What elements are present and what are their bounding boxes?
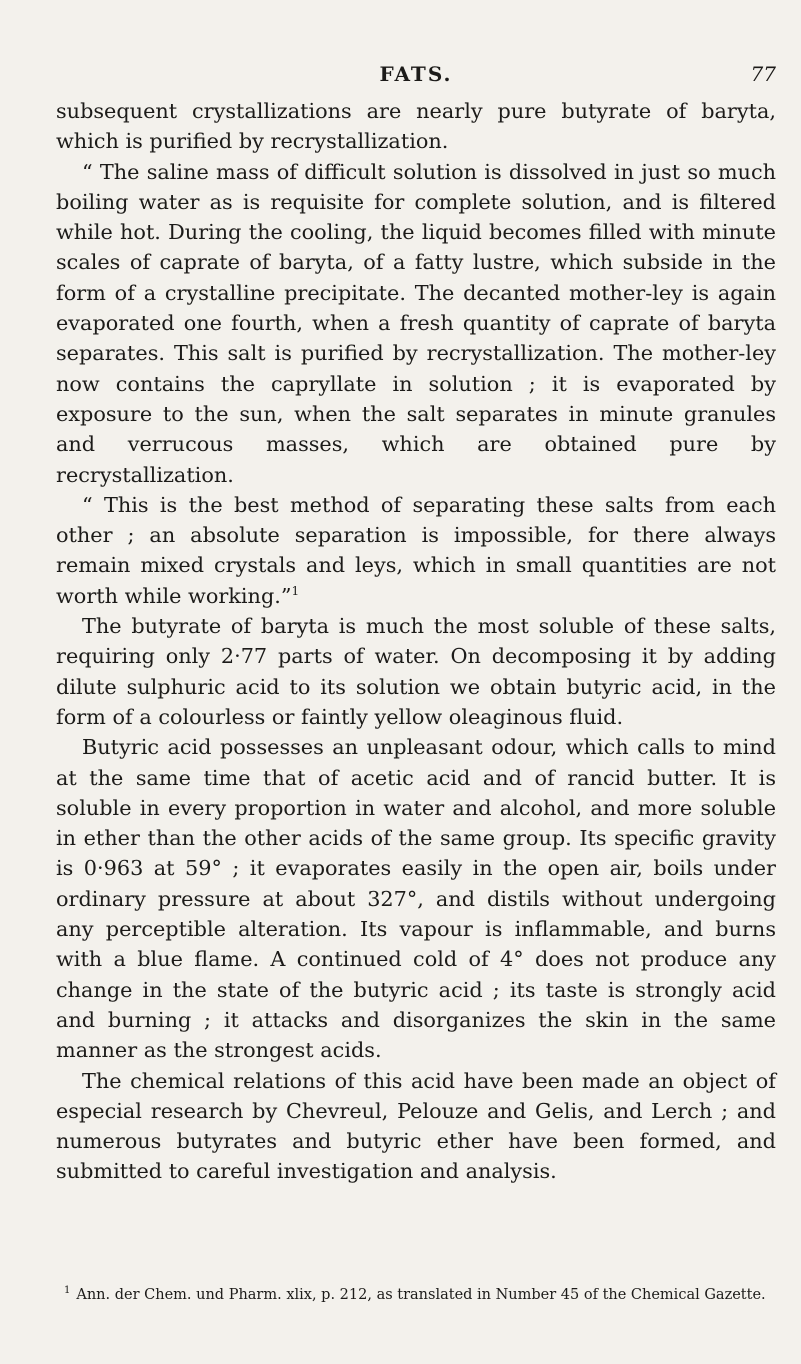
page-number: 77 <box>750 62 776 86</box>
footnote-marker: 1 <box>64 1285 71 1297</box>
book-page <box>56 0 776 1364</box>
running-head <box>56 62 776 88</box>
paragraph-5: Butyric acid possesses an unpleasant odour, which calls to mind at the same time that of acetic acid and of rancid butter. It is soluble in every proportion in water and alcohol, and more soluble in ether than the other acids of the same group. Its specific gravity is 0·963 at 59° ; it evaporates easily in the open air, boils under ordinary pressure at about 327°, and distils without undergoing any perceptible alteration. Its vapour is inflammable, and burns with a blue flame. A continued cold of 4° does not produce any change in the state of the butyric acid ; its taste is strongly acid and burning ; it attacks and disorganizes the skin in the same manner as the strongest acids. <box>56 735 776 1063</box>
footnote <box>56 1285 776 1305</box>
paragraph-6: The chemical relations of this acid have been made an object of especial research by Chevreul, Pelouze and Gelis, and Lerch ; and numerous butyrates and butyric ether have been formed, and submitted to careful investigation and analysis. <box>56 1068 776 1184</box>
paragraph-1: subsequent crystallizations are nearly pure butyrate of baryta, which is purified by recrystallization. <box>56 99 776 154</box>
footnote-text: Ann. der Chem. und Pharm. xlix, p. 212, as translated in Number 45 of the Chemical Gazette. <box>76 1287 766 1303</box>
running-title: FATS. <box>379 62 453 86</box>
body-text <box>56 96 776 1187</box>
paragraph-2: “ The saline mass of difficult solution is dissolved in just so much boiling water as is requisite for complete solution, and is filtered while hot. During the cooling, the liquid becomes filled with minute scales of caprate of baryta, of a fatty lustre, which subside in the form of a crystalline precipitate. The decanted mother-ley is again evaporated one fourth, when a fresh quantity of caprate of baryta separates. This salt is purified by recrystallization. The mother-ley now contains the capryllate in solution ; it is evaporated by exposure to the sun, when the salt separates in minute granules and verrucous masses, which are obtained pure by recrystallization. <box>56 159 776 487</box>
paragraph-4: The butyrate of baryta is much the most soluble of these salts, requiring only 2·77 parts of water. On decomposing it by adding dilute sulphuric acid to its solution we obtain butyric acid, in the form of a colourless or faintly yellow oleaginous fluid. <box>56 614 776 729</box>
paragraph-3 <box>56 490 776 611</box>
paragraph-3-text: “ This is the best method of separating these salts from each other ; an absolute separation is impossible, for there always remain mixed crystals and leys, which in small quantities are not worth while working.” <box>56 492 776 608</box>
footnote-reference: 1 <box>291 583 300 598</box>
